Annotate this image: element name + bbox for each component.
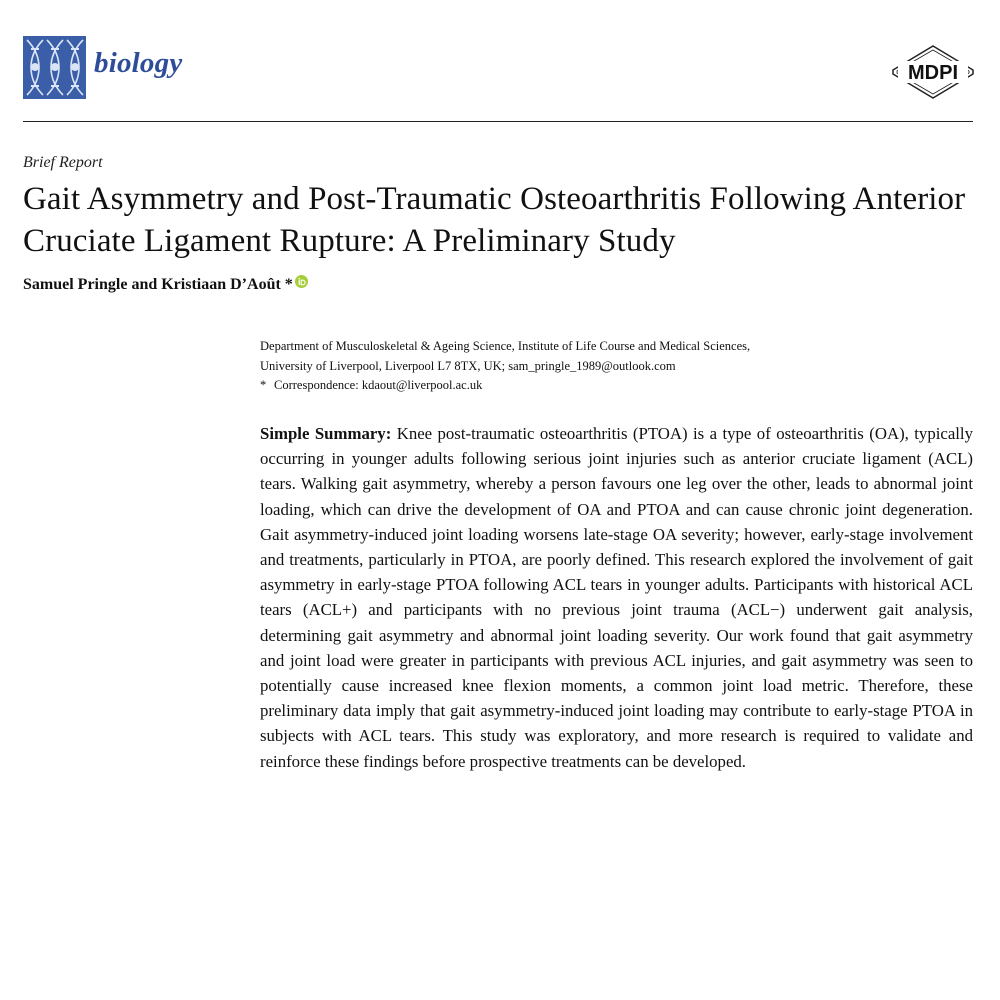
mdpi-logo-icon — [890, 44, 976, 100]
simple-summary — [260, 421, 973, 774]
journal-name: biology — [94, 47, 183, 79]
summary-label: Simple Summary: — [260, 424, 392, 443]
correspondence-text: Correspondence: kdaout@liverpool.ac.uk — [274, 378, 483, 392]
journal-logo-icon — [23, 36, 86, 99]
article-title: Gait Asymmetry and Post-Traumatic Osteoarthritis Following Anterior Cruciate Ligament Rupture: A Preliminary Study — [23, 181, 966, 259]
affiliation-line: University of Liverpool, Liverpool L7 8TX, UK; sam_pringle_1989@outlook.com — [260, 358, 676, 373]
authors-text: Samuel Pringle and Kristiaan D’Août * — [23, 276, 293, 293]
affiliation-line: Department of Musculoskeletal & Ageing Science, Institute of Life Course and Medical Sciences, — [260, 339, 751, 353]
summary-text: Knee post-traumatic osteoarthritis (PTOA) is a type of osteoarthritis (OA), typically occurring in younger adults following serious joint injuries such as anterior cruciate ligament (ACL) tears. Walking gait asymmetry, whereby a person favours one leg over the other, leads to abnormal joint loading, which can drive the development of OA and PTOA and can cause chronic joint degeneration. Gait asymmetry-induced joint loading worsens late-stage OA severity; however, early-stage involvement and treatments, particularly in PTOA, are poorly defined. This research explored the involvement of gait asymmetry in early-stage PTOA following ACL tears in younger adults. Participants with historical ACL tears (ACL+) and participants with no previous joint trauma (ACL−) underwent gait analysis, determining gait asymmetry and abnormal joint loading severity. Our work found that gait asymmetry and joint load were greater in participants with previous ACL injuries, and gait asymmetry was seen to potentially cause increased knee flexion moments, a common joint load metric. Therefore, these preliminary data imply that gait asymmetry-induced joint loading may contribute to early-stage PTOA in subjects with ACL tears. This study was exploratory, and more research is required to validate and reinforce these findings before prospective treatments can be developed. — [260, 424, 973, 771]
correspondence-line — [260, 376, 980, 396]
author-list — [23, 275, 308, 294]
orcid-icon[interactable] — [295, 275, 308, 288]
publisher-name: MDPI — [908, 62, 958, 84]
header-divider — [23, 121, 973, 122]
correspondence-marker: * — [260, 378, 267, 392]
affiliation-block — [260, 337, 980, 396]
article-type: Brief Report — [23, 154, 103, 171]
